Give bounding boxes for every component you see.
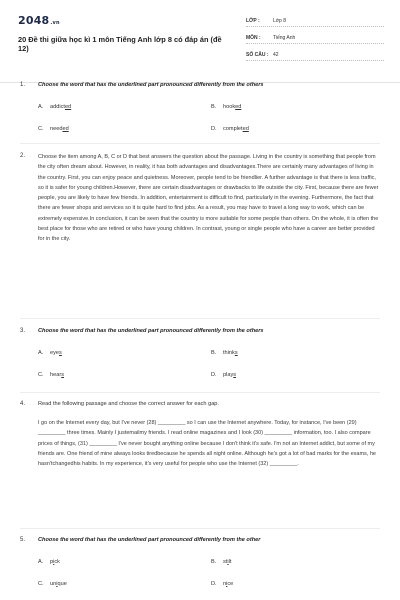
option-letter: D. <box>211 372 217 378</box>
underlined-part: i <box>56 581 58 587</box>
underlined-part: s <box>234 350 238 356</box>
underlined-part: ed <box>62 126 69 132</box>
option-letter: D. <box>211 581 217 587</box>
question-prompt: Read the following passage and choose the correct answer for each gap. <box>38 401 219 407</box>
logo-main: 2048 <box>18 14 50 27</box>
meta-label: LỚP : <box>246 18 260 24</box>
underlined-part: ed <box>235 104 242 110</box>
option-a[interactable] <box>38 350 62 356</box>
option-text: ce <box>227 581 234 587</box>
option-a[interactable] <box>38 104 71 110</box>
document-header <box>18 14 384 68</box>
option-text: p <box>50 559 54 565</box>
question-separator <box>20 143 380 144</box>
option-b[interactable] <box>211 559 231 565</box>
option-c[interactable] <box>38 372 64 378</box>
option-letter: B. <box>211 104 217 110</box>
meta-value: 42 <box>273 52 279 58</box>
option-text: need <box>50 126 63 132</box>
option-letter: A. <box>38 559 44 565</box>
option-b[interactable] <box>211 350 238 356</box>
option-c[interactable] <box>38 581 67 587</box>
question-prompt: Choose the word that has the underlined part pronounced differently from the other <box>38 537 261 543</box>
underlined-part: i <box>53 559 55 565</box>
underlined-part: i <box>226 581 228 587</box>
option-d[interactable] <box>211 581 233 587</box>
option-text: que <box>57 581 67 587</box>
option-text: hook <box>223 104 236 110</box>
option-a[interactable] <box>38 559 60 565</box>
question-number: 4. <box>20 401 26 407</box>
question-number: 2. <box>20 153 26 159</box>
meta-row-question-count <box>246 48 384 61</box>
underlined-part: ed <box>64 104 72 110</box>
option-text: complet <box>223 126 243 132</box>
option-d[interactable] <box>211 372 236 378</box>
option-letter: A. <box>38 350 44 356</box>
option-text: lt <box>228 559 232 565</box>
document-title: 20 Đề thi giữa học kì 1 môn Tiếng Anh lớp 8 có đáp án (đề 12) <box>18 35 222 53</box>
option-letter: D. <box>211 126 217 132</box>
question-number: 5. <box>20 537 26 543</box>
underlined-part: s <box>61 372 64 378</box>
question-prompt: Choose the word that has the underlined part pronounced differently from the others <box>38 82 264 88</box>
underlined-part: s <box>59 350 62 356</box>
cloze-passage: I go on the Internet every day, but I've never (28) _________ so I can use the Internet anywhere. Today, for instance, I've been (29) _________ three times. Mainly I justemailmy friends. I read online magazines and I look (30) _________ information, too. I also compare prices of things, (31) _________ I've never bought anything online because I don't think it's safe. I'm not an Internet addict, but some of my friends are. One friend of mine always looks tiredbecause he spends all night online. Although he's got a lot of bad marks for the exams, he hasn'tchangedhis habits. In my experience, it's very useful for people who use the Internet (32) _________. <box>38 420 376 468</box>
question-prompt: Choose the word that has the underlined part pronounced differently from the others <box>38 328 264 334</box>
question-number: 3. <box>20 328 26 334</box>
option-text: un <box>50 581 57 587</box>
document-meta <box>246 14 384 65</box>
option-letter: C. <box>38 126 44 132</box>
option-letter: A. <box>38 104 44 110</box>
option-d[interactable] <box>211 126 249 132</box>
underlined-part: ed <box>242 126 249 132</box>
option-text: eye <box>50 350 60 356</box>
meta-label: SỐ CÂU : <box>246 52 269 58</box>
option-text: play <box>223 372 234 378</box>
meta-value: Lớp 8 <box>273 18 287 24</box>
option-c[interactable] <box>38 126 69 132</box>
meta-label: MÔN : <box>246 35 261 41</box>
logo-suffix: .vn <box>50 20 60 26</box>
meta-row-subject <box>246 31 384 44</box>
reading-passage: Choose the item among A, B, C or D that best answers the question about the passage. Living in the country is something that people from the city often dream about. However, in reality, it has both advantages and disadvantages.There are certainly many advantages of living in the country. First, you can enjoy peace and quietness. Moreover, people tend to be friendlier. A further advantage is that there is less traffic, so it is safer for young children.However, there are certain disadvantages or drawbacks to life outside the city. First, because there are fewer people, you are likely to have few friends. In addition, entertainment is difficult to find, particularly in the evening. Furthermore, the fact that there are fewer shops and services so it is quite hard to find jobs. As a result, you may have to travel a long way to work, which can be extremely expensive.In conclusion, it can be seen that the country is more suitable for some people than others. On the whole, it is often the best place for those who are retired or who have young children. In contrast, young or single people who have a career are better provided for in the city. <box>38 154 379 243</box>
option-text: think <box>223 350 235 356</box>
question-number: 1. <box>20 82 26 88</box>
option-text: addict <box>50 104 65 110</box>
option-letter: C. <box>38 581 44 587</box>
option-letter: B. <box>211 350 217 356</box>
option-letter: C. <box>38 372 44 378</box>
underlined-part: s <box>233 372 237 378</box>
question-separator <box>20 528 380 529</box>
option-text: hear <box>50 372 62 378</box>
question-separator <box>20 392 380 393</box>
option-b[interactable] <box>211 104 241 110</box>
option-letter: B. <box>211 559 217 565</box>
meta-row-grade <box>246 14 384 27</box>
option-text: n <box>223 581 227 587</box>
question-separator <box>20 318 380 319</box>
site-logo[interactable] <box>18 14 60 27</box>
meta-value: Tiếng Anh <box>273 35 296 41</box>
option-text: ck <box>54 559 60 565</box>
underlined-part: i <box>227 559 229 565</box>
option-text: st <box>223 559 228 565</box>
